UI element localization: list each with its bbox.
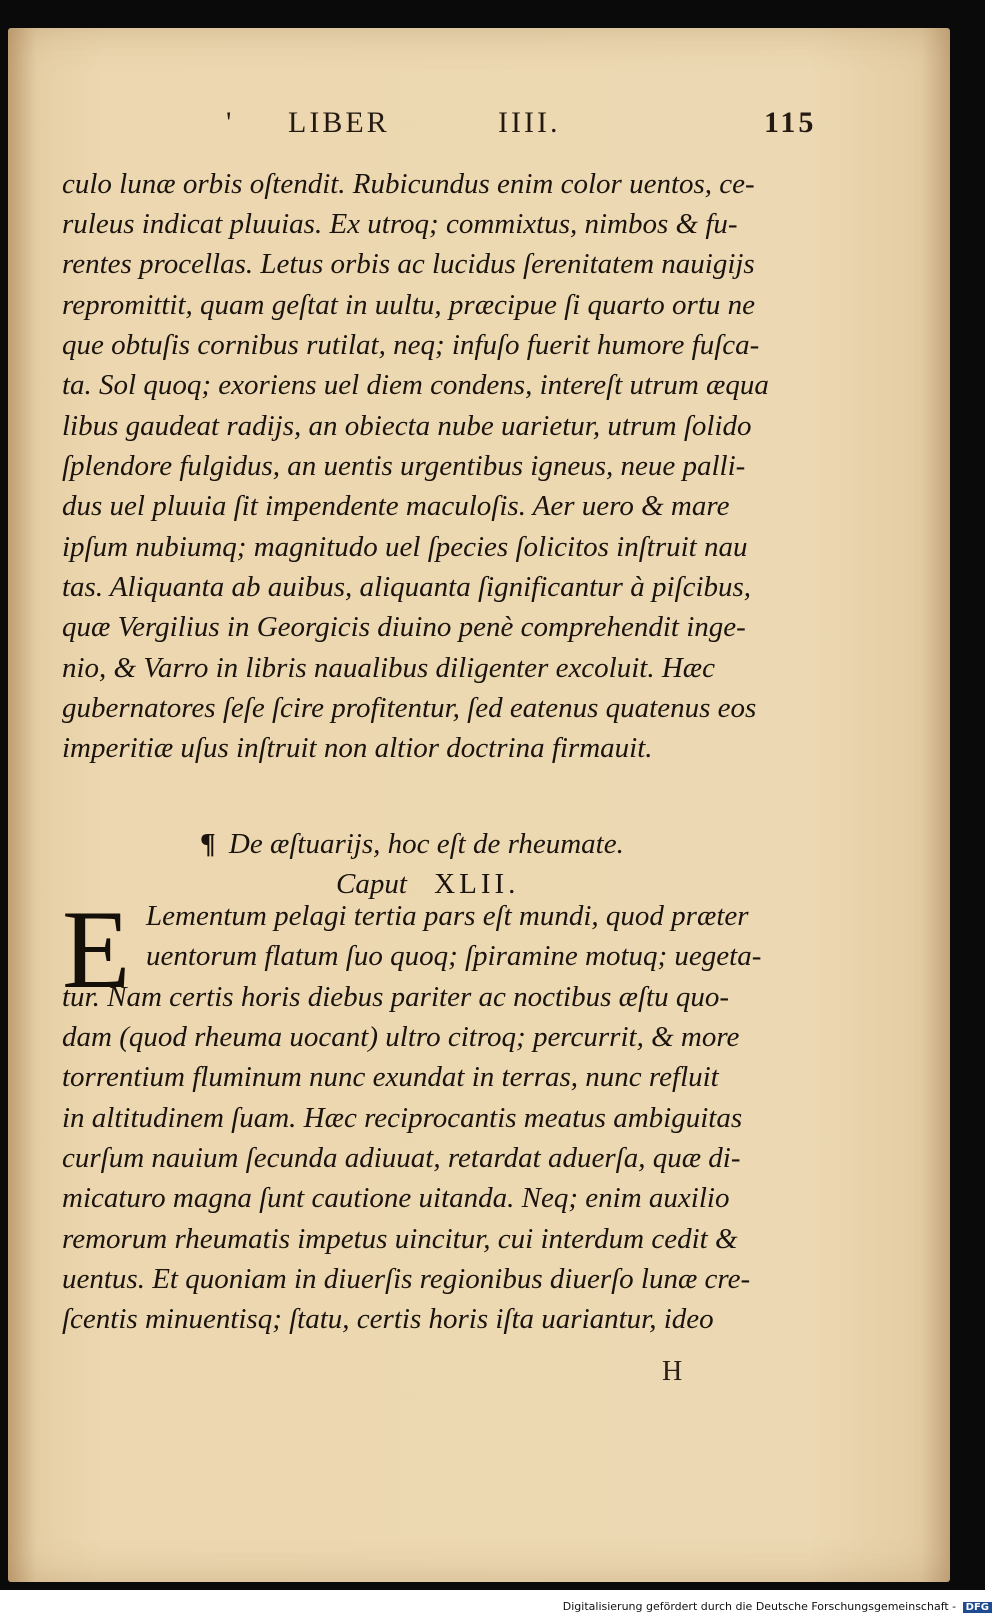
text-line: que obtuſis cornibus rutilat, neq; infuſo fuerit humore fuſca- [62, 329, 760, 361]
text-line: gubernatores ſeſe ſcire profitentur, ſed eatenus quatenus eos [62, 692, 757, 724]
text-line: nio, & Varro in libris naualibus diligenter excoluit. Hæc [62, 652, 716, 684]
caput-number: XLII. [434, 868, 520, 900]
drop-initial: E [62, 888, 131, 1012]
text-line: ipſum nubiumq; magnitudo uel ſpecies ſolicitos inſtruit nau [62, 531, 748, 563]
text-line: uentorum flatum ſuo quoq; ſpiramine motuq; uegeta- [146, 940, 762, 972]
chapter-heading [200, 828, 624, 861]
text-line: quæ Vergilius in Georgicis diuino penè comprehendit inge- [62, 611, 746, 643]
text-line: tas. Aliquanta ab auibus, aliquanta ſignificantur à piſcibus, [62, 571, 752, 603]
text-line: imperitiæ uſus inſtruit non altior doctrina firmauit. [62, 732, 653, 764]
text-line: rentes procellas. Letus orbis ac lucidus ſerenitatem nauigijs [62, 248, 755, 280]
book-page [8, 28, 950, 1582]
text-line: dam (quod rheuma uocant) ultro citroq; percurrit, & more [62, 1021, 740, 1053]
text-line: ta. Sol quoq; exoriens uel diem condens, intereſt utrum æqua [62, 369, 769, 401]
folio-number: 115 [764, 106, 817, 139]
dfg-logo: DFG [963, 1602, 992, 1613]
header-mark: ' [226, 106, 235, 139]
chapter-title: De æſtuarijs, hoc eſt de rheumate. [228, 828, 624, 860]
text-line: tur. Nam certis horis diebus pariter ac noctibus æſtu quo- [62, 981, 729, 1013]
caput-label: Caput [336, 868, 407, 900]
signature-mark: H [662, 1356, 683, 1387]
text-line: ruleus indicat pluuias. Ex utroq; commixtus, nimbos & fu- [62, 208, 738, 240]
text-line: repromittit, quam geſtat in uultu, præcipue ſi quarto ortu ne [62, 289, 756, 321]
credit-text: Digitalisierung gefördert durch die Deutsche Forschungsgemeinschaft - [562, 1600, 957, 1613]
text-line: ſplendore fulgidus, an uentis urgentibus igneus, neue palli- [62, 450, 746, 482]
text-line: uentus. Et quoniam in diuerſis regionibus diuerſo lunæ cre- [62, 1263, 751, 1295]
pilcrow-mark: ¶ [200, 828, 216, 860]
chapter-number [336, 868, 519, 901]
text-line: torrentium fluminum nunc exundat in terras, nunc refluit [62, 1061, 719, 1093]
text-line: micaturo magna ſunt cautione uitanda. Neq; enim auxilio [62, 1182, 730, 1214]
text-line: libus gaudeat radijs, an obiecta nube uarietur, utrum ſolido [62, 410, 752, 442]
digitization-credit [563, 1600, 992, 1613]
text-line: culo lunæ orbis oſtendit. Rubicundus enim color uentos, ce- [62, 168, 755, 200]
page-header [8, 106, 950, 146]
text-line: in altitudinem ſuam. Hæc reciprocantis meatus ambiguitas [62, 1102, 743, 1134]
text-line: ſcentis minuentisq; ſtatu, certis horis iſta uariantur, ideo [62, 1303, 714, 1335]
text-line: remorum rheumatis impetus uincitur, cui interdum cedit & [62, 1223, 738, 1255]
running-title: LIBER [288, 106, 390, 139]
book-number: IIII. [498, 106, 561, 139]
text-line: dus uel pluuia ſit impendente maculoſis. Aer uero & mare [62, 490, 730, 522]
text-line: curſum nauium ſecunda adiuuat, retardat aduerſa, quæ di- [62, 1142, 741, 1174]
text-line: Lementum pelagi tertia pars eſt mundi, quod præter [146, 900, 749, 932]
